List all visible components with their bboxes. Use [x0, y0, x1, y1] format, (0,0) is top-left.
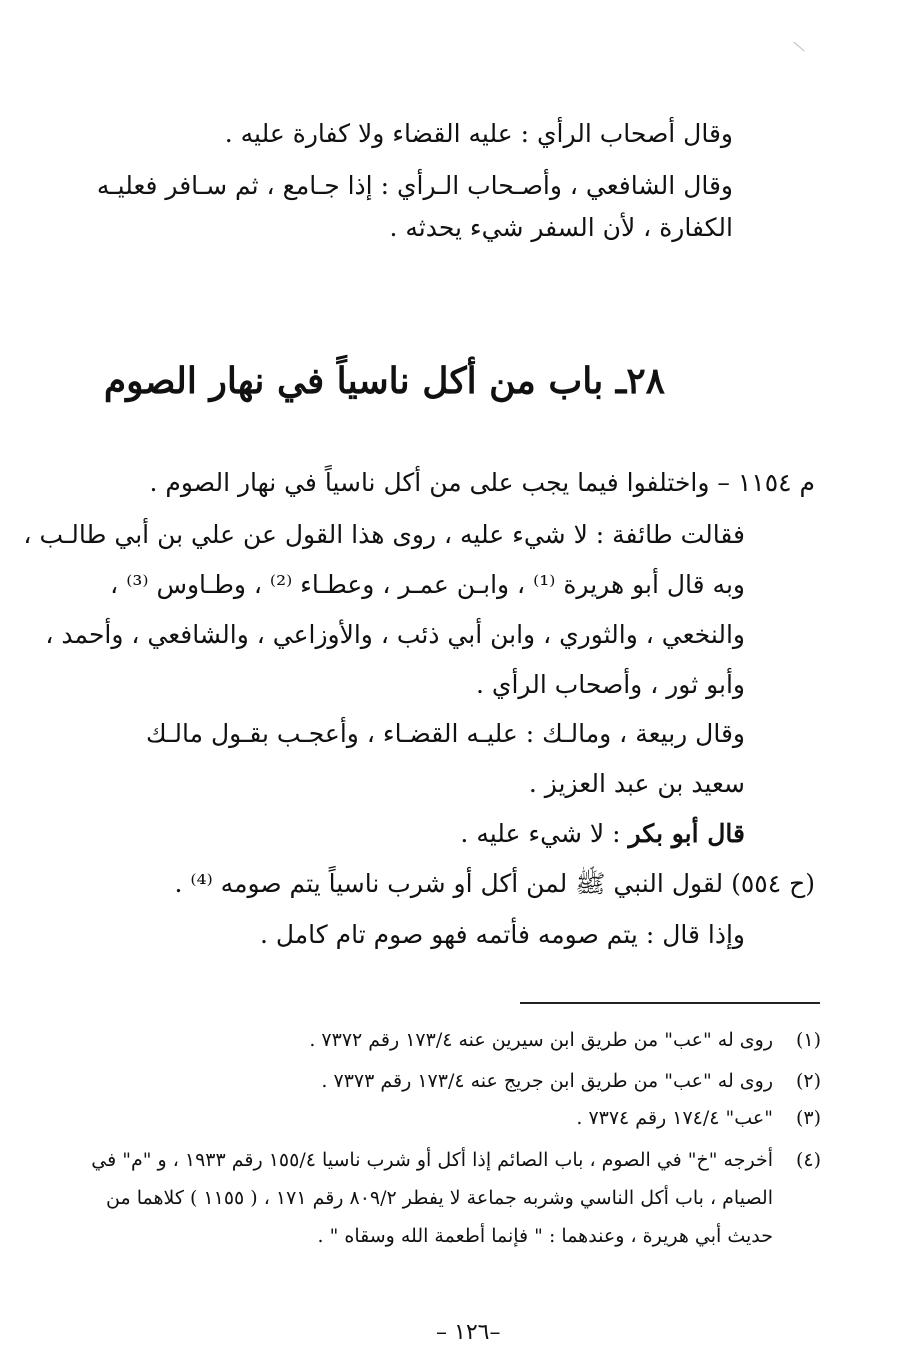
scan-mark [793, 42, 804, 52]
top-line-1: وقال أصحاب الرأي : عليه القضاء ولا كفارة عليه . [224, 119, 733, 148]
footnote-3-number: (٣) [795, 1107, 821, 1129]
para1-line-4: وأبو ثور ، وأصحاب الرأي . [476, 670, 745, 699]
footnote-1-number: (١) [795, 1029, 821, 1051]
issue-1154: م ١١٥٤ – واختلفوا فيما يجب على من أكل ناسياً في نهار الصوم . [149, 468, 815, 497]
para2-line-1: وقال ربيعة ، ومالـك : عليـه القضـاء ، وأعجـب بقـول مالـك [146, 719, 745, 748]
hadith-554: (ح ٥٥٤) لقول النبي ﷺ لمن أكل أو شرب ناسياً يتم صومه ⁽⁴⁾ . [174, 869, 815, 898]
footnote-4-number: (٤) [795, 1149, 821, 1171]
para1-line-1: فقالت طائفة : لا شيء عليه ، روى هذا القول عن علي بن أبي طالـب ، [23, 520, 745, 549]
footnote-separator [520, 1002, 820, 1004]
para1-line-2: وبه قال أبو هريرة ⁽¹⁾ ، وابـن عمـر ، وعطـاء ⁽²⁾ ، وطـاوس ⁽³⁾ ، [110, 570, 745, 599]
para2-line-2: سعيد بن عبد العزيز . [528, 769, 745, 798]
top-line-3: الكفارة ، لأن السفر شيء يحدثه . [389, 213, 733, 242]
footnote-2-text: روى له "عب" من طريق ابن جريج عنه ١٧٣/٤ رقم ٧٣٧٣ . [321, 1070, 773, 1092]
page-number: –١٢٦ – [436, 1320, 501, 1345]
abubakr-statement [460, 816, 745, 852]
top-line-2: وقال الشافعي ، وأصـحاب الـرأي : إذا جـامع ، ثم سـافر فعليـه [96, 171, 733, 200]
footnote-2-number: (٢) [795, 1070, 821, 1092]
footnote-3-text: "عب" ١٧٤/٤ رقم ٧٣٧٤ . [576, 1107, 773, 1129]
footnote-4-line-1: أخرجه "خ" في الصوم ، باب الصائم إذا أكل أو شرب ناسيا ١٥٥/٤ رقم ١٩٣٣ ، و "م" في [91, 1149, 773, 1171]
abubakr-text: : لا شيء عليه . [460, 819, 629, 848]
section-title: ٢٨ـ باب من أكل ناسياً في نهار الصوم [103, 360, 665, 402]
footnote-4-line-2: الصيام ، باب أكل الناسي وشربه جماعة لا يفطر ٨٠٩/٢ رقم ١٧١ ، ( ١١٥٥ ) كلاهما من [106, 1187, 773, 1209]
para1-line-3: والنخعي ، والثوري ، وابن أبي ذئب ، والأوزاعي ، والشافعي ، وأحمد ، [45, 620, 745, 649]
abubakr-label: قال أبو بكر [628, 819, 745, 848]
footnote-1-text: روى له "عب" من طريق ابن سيرين عنه ١٧٣/٤ رقم ٧٣٧٢ . [309, 1029, 773, 1051]
footnote-4-line-3: حديث أبي هريرة ، وعندهما : " فإنما أطعمة الله وسقاه " . [317, 1225, 773, 1247]
closing-line: وإذا قال : يتم صومه فأتمه فهو صوم تام كامل . [259, 920, 745, 949]
